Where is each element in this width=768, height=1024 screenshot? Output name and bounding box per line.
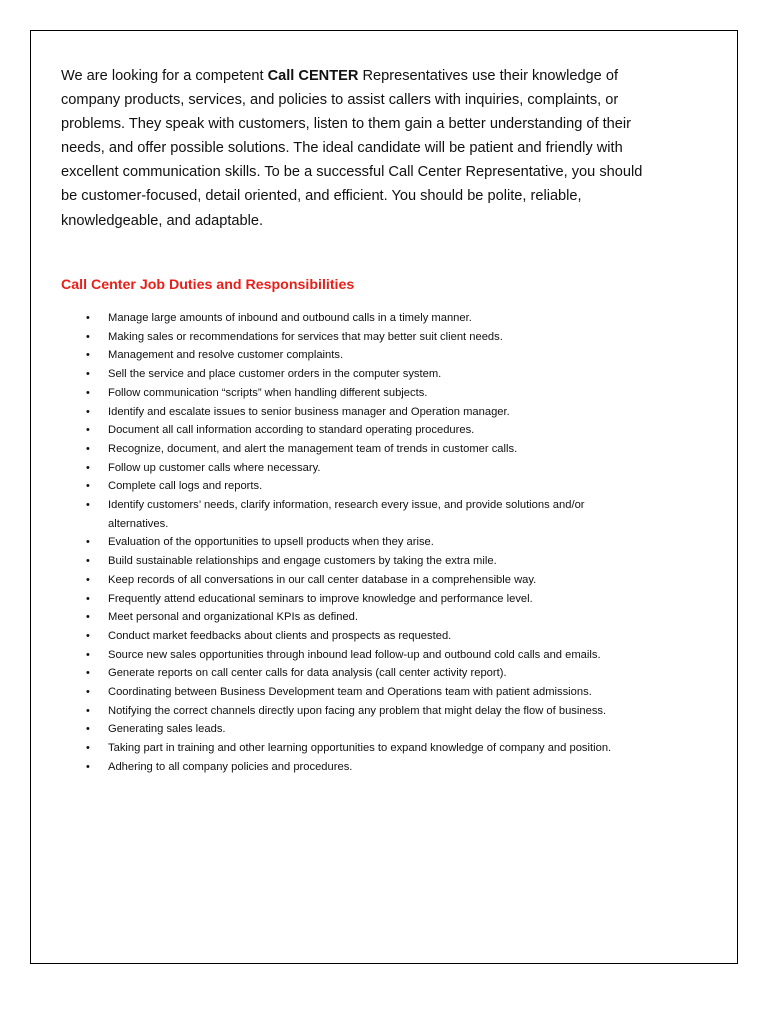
duty-text: Manage large amounts of inbound and outbound calls in a timely manner. (108, 312, 472, 324)
bullet-icon: • (86, 629, 90, 642)
duty-item (86, 571, 646, 590)
duty-item (86, 309, 646, 328)
duty-item (86, 346, 646, 365)
bullet-icon: • (86, 349, 90, 362)
duty-item (86, 646, 646, 665)
bullet-icon: • (86, 555, 90, 568)
bullet-icon: • (86, 723, 90, 736)
duty-text: Keep records of all conversations in our call center database in a comprehensible way. (108, 573, 537, 586)
bullet-icon: • (86, 424, 90, 437)
duty-text: Coordinating between Business Development team and Operations team with patient admissions. (108, 686, 592, 699)
duty-text: Complete call logs and reports. (108, 480, 263, 493)
duty-text: Frequently attend educational seminars to improve knowledge and performance level. (108, 592, 533, 605)
bullet-icon: • (86, 760, 90, 773)
duty-text: Generate reports on call center calls for data analysis (call center activity report). (108, 667, 507, 680)
duty-text: Adhering to all company policies and procedures. (108, 760, 353, 773)
bullet-icon: • (86, 686, 90, 699)
bullet-icon: • (86, 405, 90, 418)
duty-item (86, 477, 646, 496)
duty-text: Follow communication “scripts” when handling different subjects. (108, 386, 428, 399)
duty-text: Meet personal and organizational KPIs as defined. (108, 611, 359, 624)
duty-item (86, 702, 646, 721)
bullet-icon: • (86, 648, 90, 661)
bullet-icon: • (86, 330, 90, 343)
duty-item (86, 403, 646, 422)
duty-text: Source new sales opportunities through inbound lead follow-up and outbound cold calls and emails. (108, 648, 601, 661)
duty-text: Build sustainable relationships and engage customers by taking the extra mile. (108, 555, 497, 568)
duty-item (86, 421, 646, 440)
duty-item (86, 459, 646, 478)
duty-text: Conduct market feedbacks about clients and prospects as requested. (108, 629, 452, 642)
bullet-icon: • (86, 386, 90, 399)
duty-item (86, 664, 646, 683)
intro-paragraph (61, 64, 661, 233)
duty-text: Identify customers’ needs, clarify information, research every issue, and provide solutions and/or alternatives. (108, 499, 585, 530)
bullet-icon: • (86, 480, 90, 493)
duty-item (86, 496, 646, 533)
duty-item (86, 552, 646, 571)
duty-item (86, 590, 646, 609)
section-heading: Call Center Job Duties and Responsibilities (61, 277, 355, 293)
bullet-icon: • (86, 536, 90, 549)
duty-text: Taking part in training and other learning opportunities to expand knowledge of company and position. (108, 742, 612, 755)
bullet-icon: • (86, 573, 90, 586)
bullet-icon: • (86, 461, 90, 474)
bullet-icon: • (86, 312, 90, 324)
bullet-icon: • (86, 611, 90, 624)
duty-item (86, 739, 646, 758)
duty-text: Follow up customer calls where necessary. (108, 461, 321, 474)
duty-text: Making sales or recommendations for services that may better suit client needs. (108, 330, 503, 343)
duty-item (86, 440, 646, 459)
duty-item (86, 758, 646, 777)
bullet-icon: • (86, 442, 90, 455)
bullet-icon: • (86, 499, 90, 512)
duty-text: Evaluation of the opportunities to upsell products when they arise. (108, 536, 434, 549)
duty-item (86, 683, 646, 702)
intro-text-start: We are looking for a competent (61, 68, 268, 84)
duty-text: Management and resolve customer complaints. (108, 349, 344, 362)
bullet-icon: • (86, 592, 90, 605)
bullet-icon: • (86, 667, 90, 680)
bullet-icon: • (86, 368, 90, 381)
duty-item (86, 365, 646, 384)
duty-item (86, 384, 646, 403)
duty-item (86, 720, 646, 739)
duty-text: Sell the service and place customer orders in the computer system. (108, 368, 442, 381)
intro-text-rest: Representatives use their knowledge of company products, services, and policies to assist callers with inquiries, complaints, or problems. They speak with customers, listen to them gain a better understanding of their needs, and offer possible solutions. The ideal candidate will be patient and friendly with excellent communication skills. To be a successful Call Center Representative, you should be customer-focused, detail oriented, and efficient. You should be polite, reliable, knowledgeable, and adaptable. (61, 68, 643, 229)
duty-text: Document all call information according to standard operating procedures. (108, 424, 475, 437)
duties-list (86, 309, 646, 777)
duty-item (86, 328, 646, 347)
duty-text: Recognize, document, and alert the management team of trends in customer calls. (108, 442, 518, 455)
duty-item (86, 608, 646, 627)
duty-text: Identify and escalate issues to senior business manager and Operation manager. (108, 405, 510, 418)
duty-text: Notifying the correct channels directly upon facing any problem that might delay the flow of business. (108, 704, 607, 717)
duty-item (86, 533, 646, 552)
bullet-icon: • (86, 704, 90, 717)
duty-text: Generating sales leads. (108, 723, 226, 736)
bullet-icon: • (86, 742, 90, 755)
intro-bold-term: Call CENTER (267, 68, 359, 84)
duty-item (86, 627, 646, 646)
